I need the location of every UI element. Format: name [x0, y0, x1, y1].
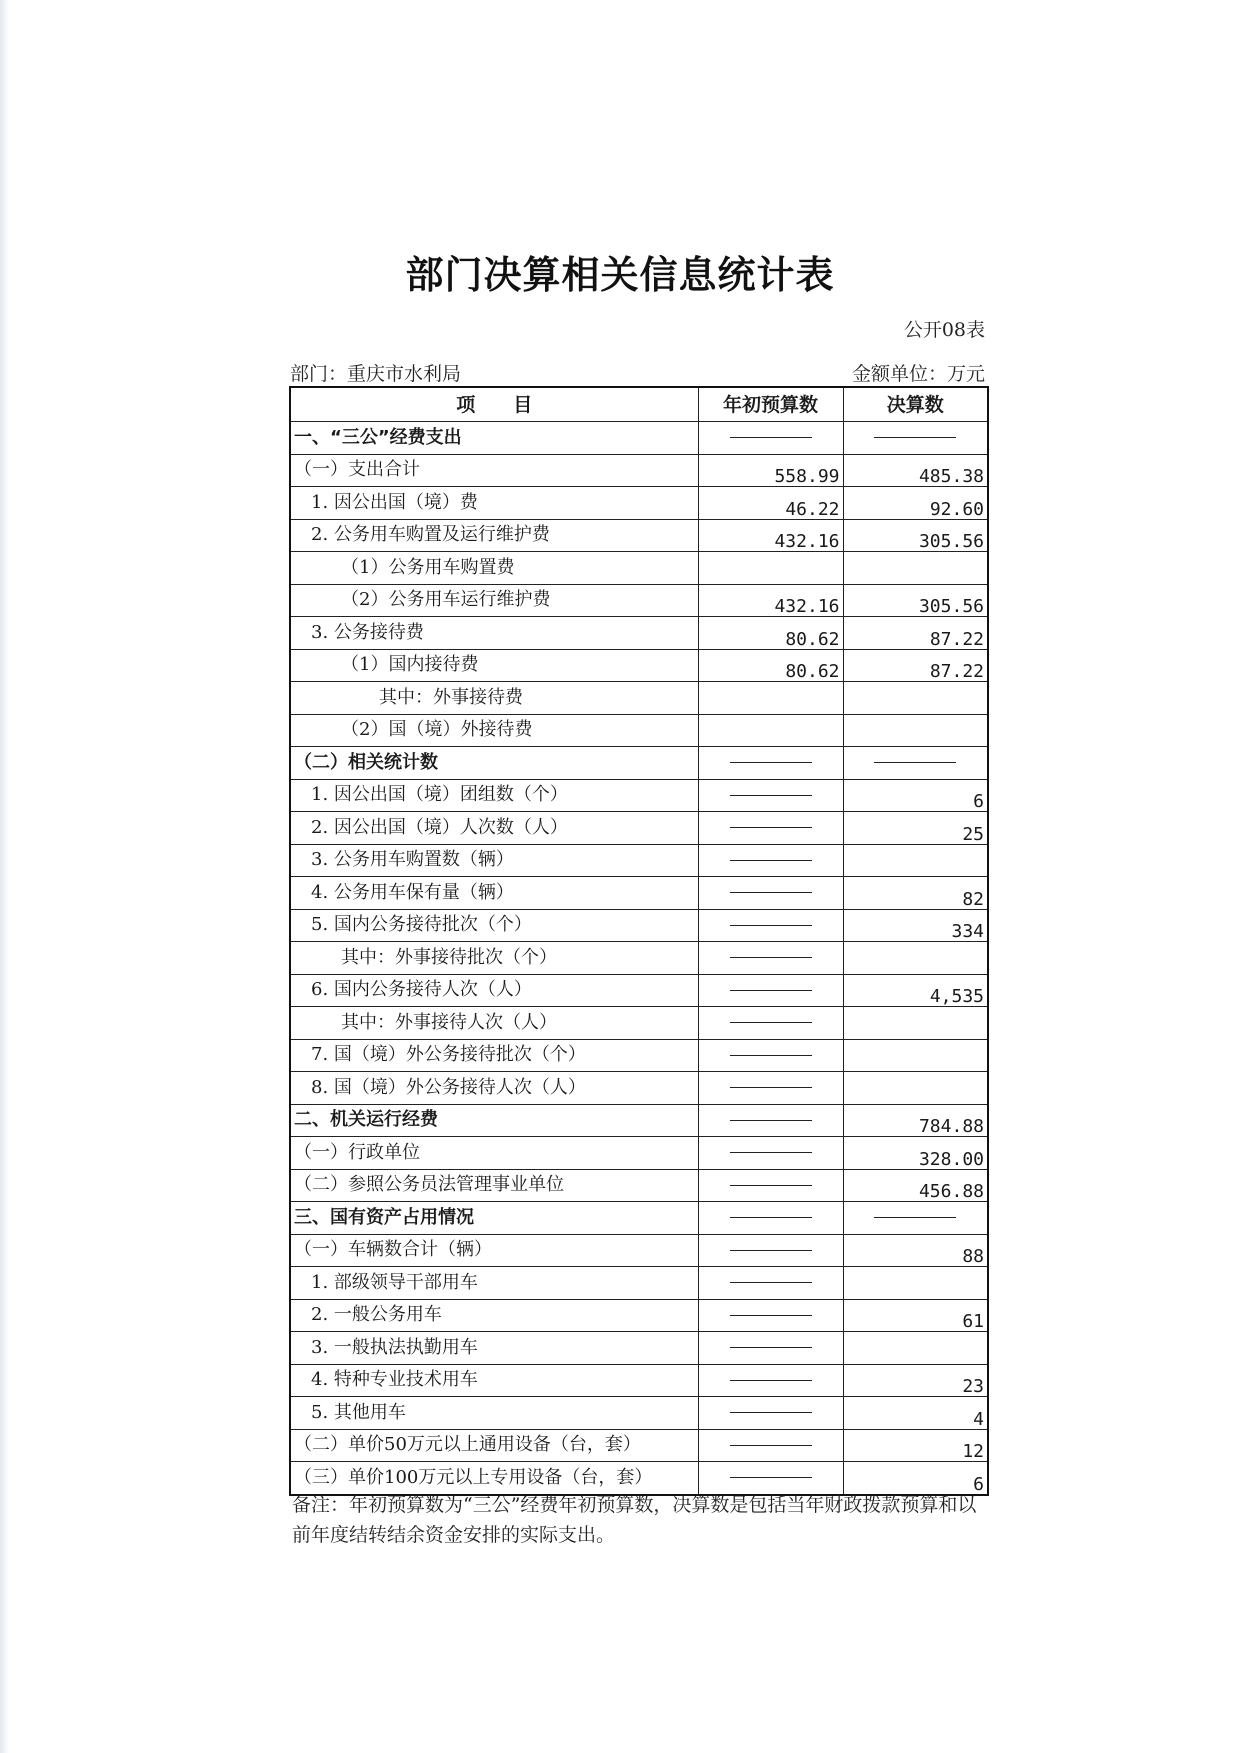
budget-cell	[698, 1007, 843, 1040]
final-cell: 6	[843, 1462, 988, 1495]
row-label: 2. 一般公务用车	[290, 1299, 698, 1332]
row-label: 4. 公务用车保有量（辆）	[290, 877, 698, 910]
table-row	[290, 584, 988, 617]
final-cell	[843, 714, 988, 747]
row-label: （2）公务用车运行维护费	[290, 584, 698, 617]
budget-cell	[698, 779, 843, 812]
final-cell: 12	[843, 1429, 988, 1462]
header-item: 项 目	[290, 387, 698, 422]
row-label: 5. 其他用车	[290, 1397, 698, 1430]
table-row	[290, 1397, 988, 1430]
final-cell	[843, 1332, 988, 1365]
budget-cell	[698, 1299, 843, 1332]
table-row	[290, 1202, 988, 1235]
not-applicable-dash	[730, 1022, 812, 1023]
budget-cell	[698, 714, 843, 747]
final-cell: 6	[843, 779, 988, 812]
final-cell: 82	[843, 877, 988, 910]
budget-cell	[698, 1039, 843, 1072]
final-cell: 485.38	[843, 454, 988, 487]
table-row	[290, 844, 988, 877]
budget-cell	[698, 844, 843, 877]
table-row	[290, 1429, 988, 1462]
footnote: 备注：年初预算数为“三公”经费年初预算数，决算数是包括当年财政拨款预算和以前年度结转结余资金安排的实际支出。	[292, 1494, 977, 1546]
not-applicable-dash	[730, 1347, 812, 1348]
budget-cell: 80.62	[698, 649, 843, 682]
final-cell	[843, 1267, 988, 1300]
not-applicable-dash	[730, 1250, 812, 1251]
not-applicable-dash	[730, 1477, 812, 1478]
budget-cell	[698, 682, 843, 715]
row-label: 4. 特种专业技术用车	[290, 1364, 698, 1397]
not-applicable-dash	[730, 957, 812, 958]
budget-cell	[698, 422, 843, 455]
budget-cell	[698, 747, 843, 780]
not-applicable-dash	[730, 1380, 812, 1381]
table-row	[290, 617, 988, 650]
row-label: （三）单价100万元以上专用设备（台，套）	[290, 1462, 698, 1495]
final-cell: 305.56	[843, 584, 988, 617]
table-row	[290, 877, 988, 910]
not-applicable-dash	[730, 437, 812, 438]
not-applicable-dash	[730, 762, 812, 763]
not-applicable-dash	[730, 860, 812, 861]
form-code: 公开08表	[903, 319, 985, 341]
row-label: 2. 公务用车购置及运行维护费	[290, 519, 698, 552]
budget-cell: 46.22	[698, 487, 843, 520]
not-applicable-dash	[730, 1412, 812, 1413]
table-row	[290, 422, 988, 455]
not-applicable-dash	[730, 1445, 812, 1446]
statistics-table	[289, 386, 989, 1496]
budget-cell	[698, 1072, 843, 1105]
not-applicable-dash	[874, 1217, 956, 1218]
table-row	[290, 942, 988, 975]
final-cell	[843, 682, 988, 715]
table-row	[290, 454, 988, 487]
budget-cell	[698, 1332, 843, 1365]
table-row	[290, 1267, 988, 1300]
row-label: （二）单价50万元以上通用设备（台，套）	[290, 1429, 698, 1462]
table-row	[290, 974, 988, 1007]
page-title: 部门决算相关信息统计表	[405, 253, 835, 297]
budget-cell: 80.62	[698, 617, 843, 650]
table-row	[290, 1039, 988, 1072]
amount-unit-label: 金额单位：万元	[851, 363, 985, 385]
table-header-row	[290, 387, 988, 422]
final-cell: 456.88	[843, 1169, 988, 1202]
final-cell: 25	[843, 812, 988, 845]
final-cell	[843, 422, 988, 455]
row-label: （一）行政单位	[290, 1137, 698, 1170]
row-label: （一）支出合计	[290, 454, 698, 487]
table-row	[290, 1137, 988, 1170]
row-label: 3. 一般执法执勤用车	[290, 1332, 698, 1365]
row-label: （二）相关统计数	[290, 747, 698, 780]
budget-cell	[698, 1169, 843, 1202]
table-row	[290, 714, 988, 747]
budget-cell	[698, 1104, 843, 1137]
final-cell: 23	[843, 1364, 988, 1397]
budget-cell	[698, 974, 843, 1007]
final-cell	[843, 942, 988, 975]
row-label: 1. 因公出国（境）费	[290, 487, 698, 520]
budget-cell	[698, 1267, 843, 1300]
final-cell: 88	[843, 1234, 988, 1267]
budget-cell	[698, 1234, 843, 1267]
row-label: （1）国内接待费	[290, 649, 698, 682]
table-row	[290, 1007, 988, 1040]
final-cell	[843, 1202, 988, 1235]
not-applicable-dash	[730, 1152, 812, 1153]
table-row	[290, 1234, 988, 1267]
budget-cell	[698, 552, 843, 585]
budget-cell	[698, 1397, 843, 1430]
not-applicable-dash	[730, 795, 812, 796]
row-label: 2. 因公出国（境）人次数（人）	[290, 812, 698, 845]
not-applicable-dash	[730, 1087, 812, 1088]
row-label: （一）车辆数合计（辆）	[290, 1234, 698, 1267]
table-row	[290, 682, 988, 715]
row-label: 其中：外事接待批次（个）	[290, 942, 698, 975]
not-applicable-dash	[730, 1217, 812, 1218]
budget-cell	[698, 909, 843, 942]
final-cell: 305.56	[843, 519, 988, 552]
budget-cell	[698, 1429, 843, 1462]
row-label: 3. 公务用车购置数（辆）	[290, 844, 698, 877]
table-row	[290, 909, 988, 942]
table-row	[290, 1104, 988, 1137]
final-cell: 334	[843, 909, 988, 942]
table-row	[290, 1332, 988, 1365]
not-applicable-dash	[730, 1185, 812, 1186]
row-label: 3. 公务接待费	[290, 617, 698, 650]
header-final: 决算数	[843, 387, 988, 422]
not-applicable-dash	[874, 437, 956, 438]
table-row	[290, 1364, 988, 1397]
table-body	[290, 422, 988, 1495]
final-cell	[843, 552, 988, 585]
final-cell	[843, 1072, 988, 1105]
budget-cell	[698, 812, 843, 845]
final-cell: 784.88	[843, 1104, 988, 1137]
table-row	[290, 519, 988, 552]
row-label: 7. 国（境）外公务接待批次（个）	[290, 1039, 698, 1072]
row-label: 1. 部级领导干部用车	[290, 1267, 698, 1300]
table-row	[290, 812, 988, 845]
not-applicable-dash	[730, 1120, 812, 1121]
budget-cell: 558.99	[698, 454, 843, 487]
table-row	[290, 552, 988, 585]
final-cell: 4,535	[843, 974, 988, 1007]
not-applicable-dash	[730, 1055, 812, 1056]
budget-cell: 432.16	[698, 519, 843, 552]
row-label: 6. 国内公务接待人次（人）	[290, 974, 698, 1007]
department-label: 部门：重庆市水利局	[290, 363, 462, 385]
final-cell: 4	[843, 1397, 988, 1430]
not-applicable-dash	[730, 892, 812, 893]
final-cell: 87.22	[843, 649, 988, 682]
row-label: 1. 因公出国（境）团组数（个）	[290, 779, 698, 812]
header-budget: 年初预算数	[698, 387, 843, 422]
table-row	[290, 1072, 988, 1105]
row-label: 三、国有资产占用情况	[290, 1202, 698, 1235]
final-cell	[843, 1007, 988, 1040]
budget-cell	[698, 1364, 843, 1397]
final-cell: 328.00	[843, 1137, 988, 1170]
budget-cell	[698, 1202, 843, 1235]
not-applicable-dash	[730, 990, 812, 991]
final-cell	[843, 844, 988, 877]
row-label: （1）公务用车购置费	[290, 552, 698, 585]
table-row	[290, 747, 988, 780]
budget-cell: 432.16	[698, 584, 843, 617]
table-row	[290, 1169, 988, 1202]
table-row	[290, 779, 988, 812]
row-label: 8. 国（境）外公务接待人次（人）	[290, 1072, 698, 1105]
not-applicable-dash	[730, 1315, 812, 1316]
final-cell	[843, 1039, 988, 1072]
row-label: 其中：外事接待费	[290, 682, 698, 715]
table-row	[290, 487, 988, 520]
final-cell: 87.22	[843, 617, 988, 650]
row-label: （2）国（境）外接待费	[290, 714, 698, 747]
row-label: 二、机关运行经费	[290, 1104, 698, 1137]
budget-cell	[698, 877, 843, 910]
table-row	[290, 1299, 988, 1332]
table-row	[290, 649, 988, 682]
final-cell	[843, 747, 988, 780]
row-label: 5. 国内公务接待批次（个）	[290, 909, 698, 942]
row-label: 一、“三公”经费支出	[290, 422, 698, 455]
row-label: 其中：外事接待人次（人）	[290, 1007, 698, 1040]
not-applicable-dash	[730, 1282, 812, 1283]
not-applicable-dash	[730, 827, 812, 828]
not-applicable-dash	[874, 762, 956, 763]
final-cell: 92.60	[843, 487, 988, 520]
final-cell: 61	[843, 1299, 988, 1332]
budget-cell	[698, 942, 843, 975]
not-applicable-dash	[730, 925, 812, 926]
row-label: （二）参照公务员法管理事业单位	[290, 1169, 698, 1202]
budget-cell	[698, 1137, 843, 1170]
